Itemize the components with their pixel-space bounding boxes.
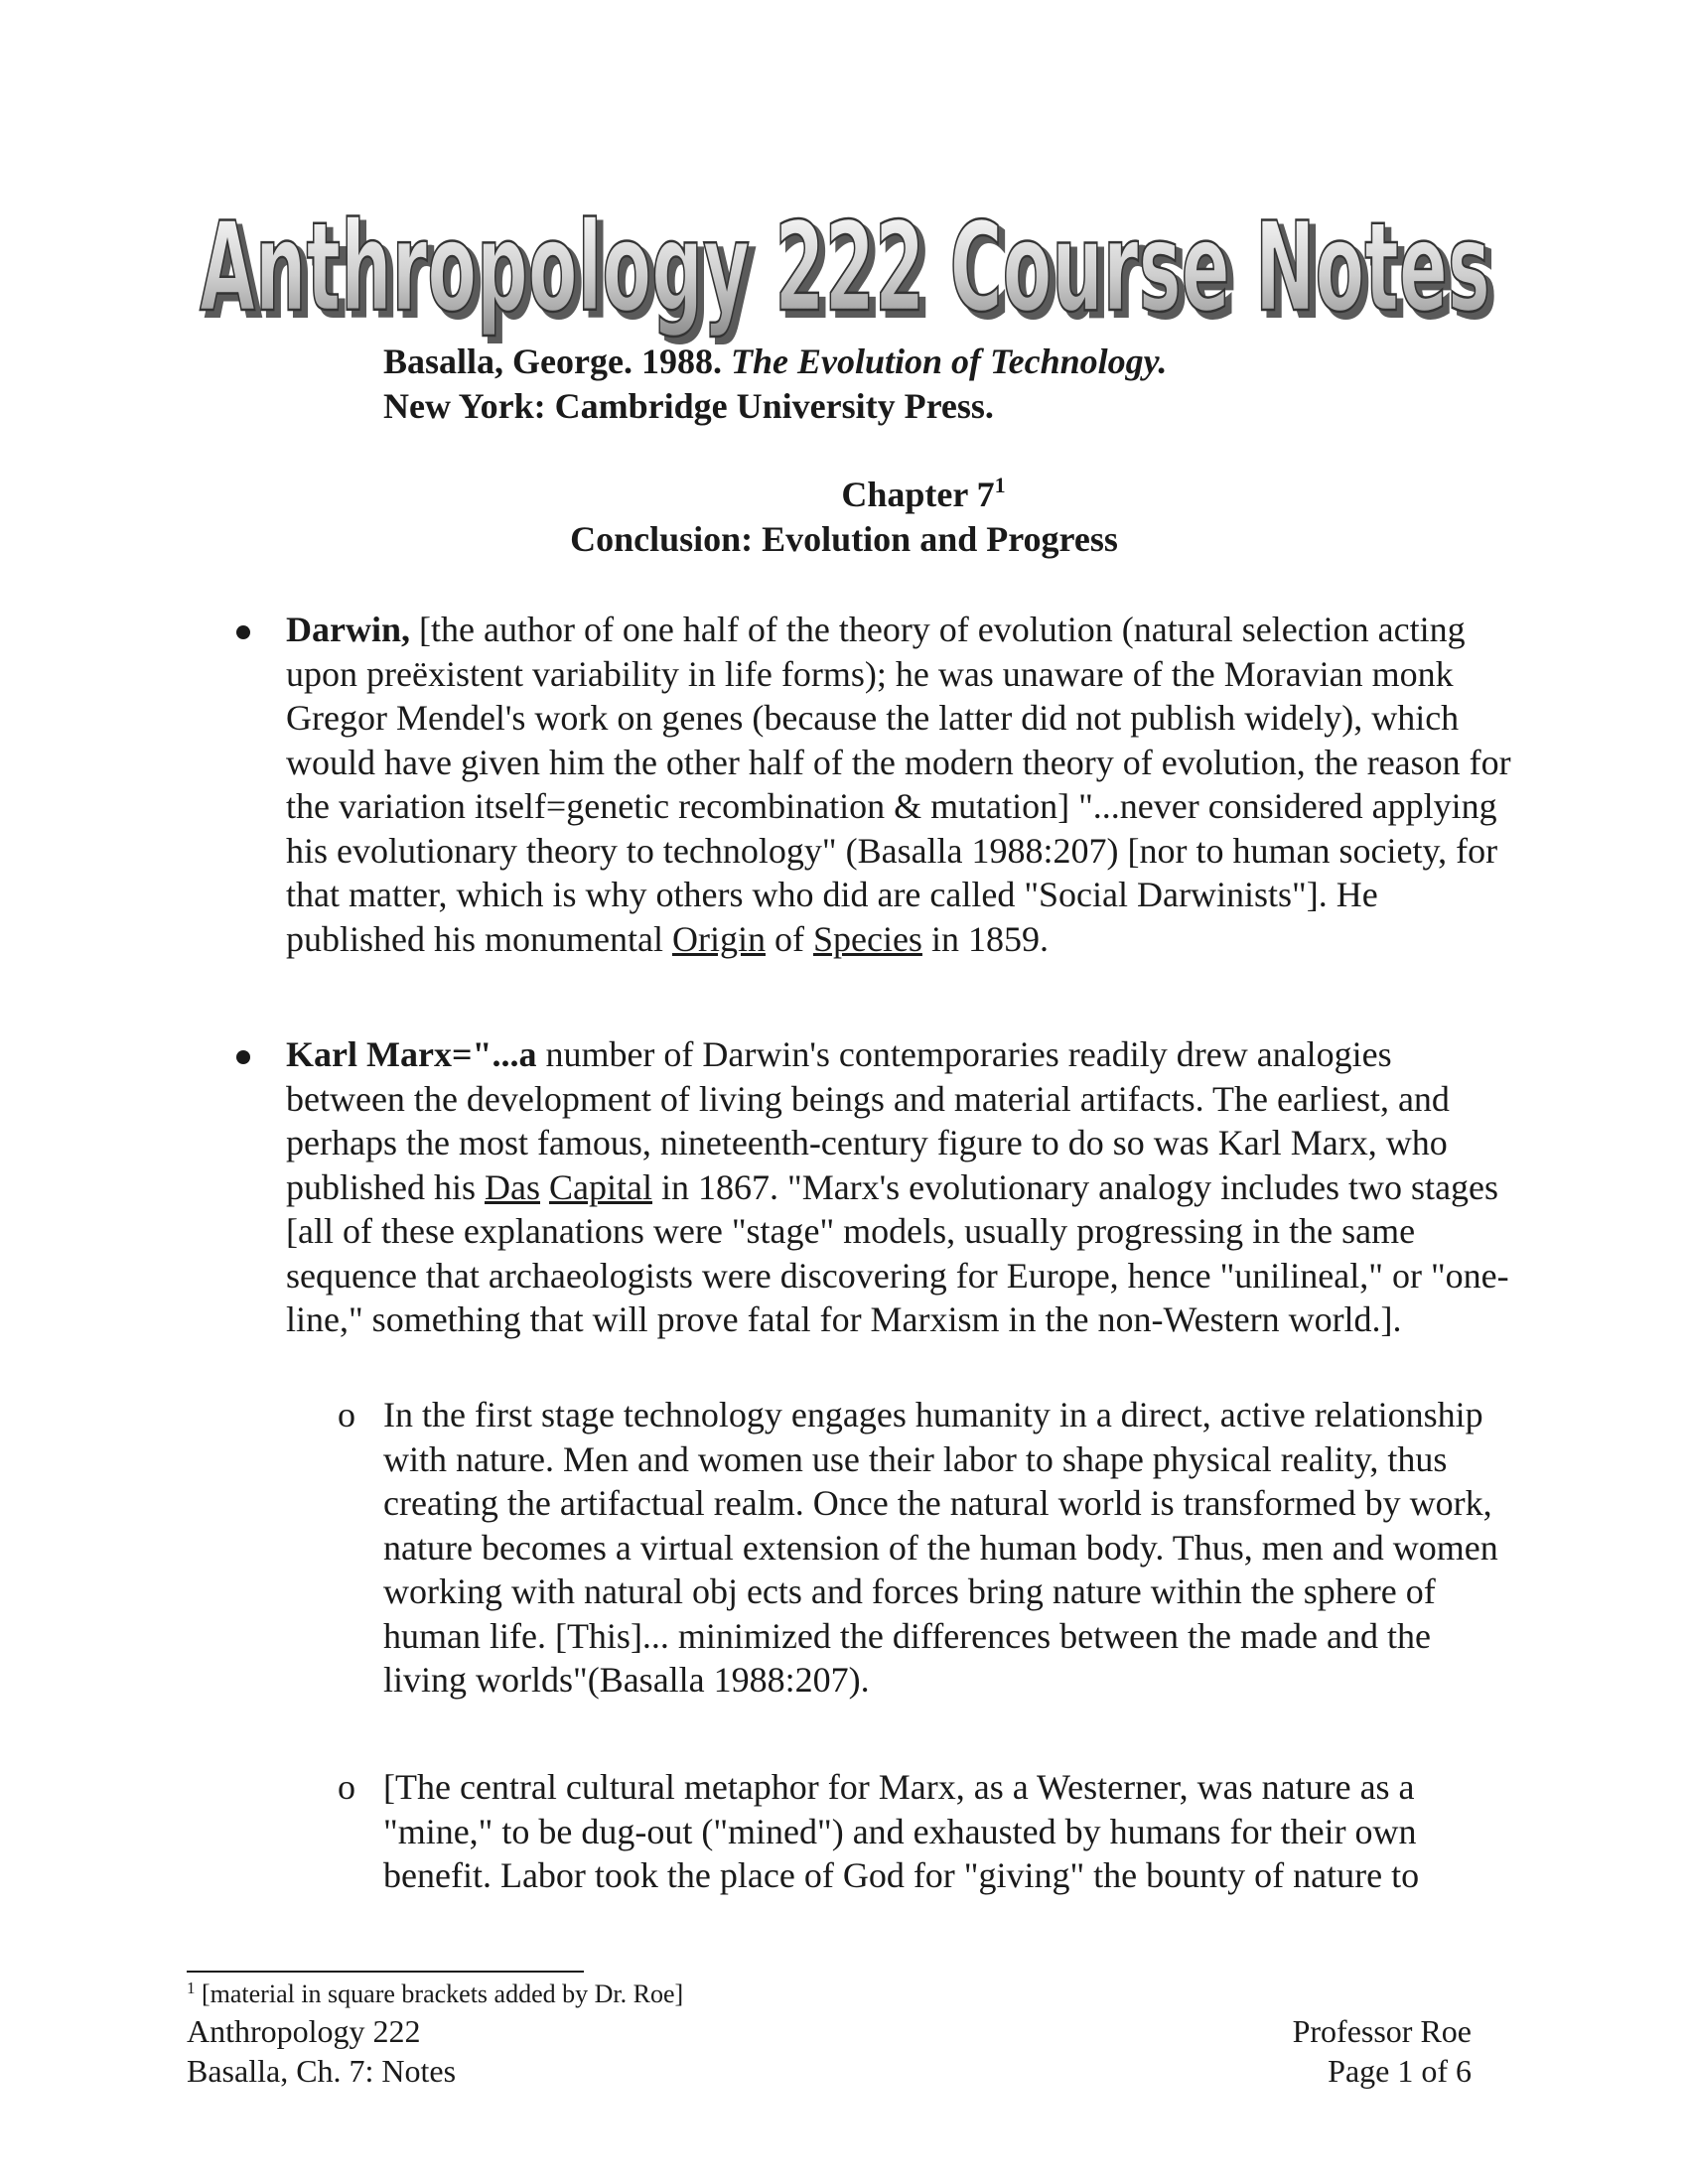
footer-left	[187, 2011, 456, 2091]
footnote	[187, 1979, 683, 2010]
bullet-darwin	[286, 608, 1517, 961]
footnote-divider	[187, 1971, 584, 1973]
page-number: Page 1 of 6	[1328, 2053, 1472, 2089]
bullet-text: number of Darwin's contemporaries readily drew analogies between the development of living beings and material artifacts. The earliest, and perhaps the most famous, nineteenth-century figure to do so was Karl Marx, who published his	[286, 1034, 1450, 1207]
bullet-text: of	[765, 918, 813, 959]
footnote-number: 1	[187, 1979, 196, 1997]
bullet-lead: Darwin,	[286, 610, 410, 649]
footnote-ref: 1	[994, 473, 1006, 497]
book-title-das: Das	[485, 1166, 541, 1207]
bullet-dot	[236, 1050, 250, 1064]
book-title-species: Species	[812, 918, 922, 959]
course-notes-banner	[194, 189, 1504, 347]
citation-author-year: Basalla, George. 1988.	[383, 341, 731, 381]
bullet-text: [the author of one half of the theory of evolution (natural selection acting upon preëxistent variability in life forms); he was unaware of the Moravian monk Gregor Mendel's work on genes (because the latter did not publish widely), which would have given him the other half of the modern theory of evolution, the reason for the variation itself=genetic recombination & mutation] "...never considered applying his evolutionary theory to technology" (Basalla 1988:207) [nor to human society, for that matter, which is why others who did are called "Social Darwinists"]. He published his monumental	[286, 610, 1511, 959]
bullet-marx	[286, 1032, 1517, 1342]
chapter-label: Chapter 7	[841, 475, 995, 514]
sub-point-text: [The central cultural metaphor for Marx, as a Westerner, was nature as a "mine," to be dug-out ("mined") and exhausted by humans for their own benefit. Labor took the place of God for "giving" the bounty of nature to	[383, 1767, 1420, 1895]
chapter-heading	[0, 473, 1688, 562]
citation-book-title: The Evolution of Technology.	[730, 341, 1168, 381]
chapter-subtitle: Conclusion: Evolution and Progress	[570, 519, 1118, 559]
sub-point-central-metaphor	[338, 1765, 1515, 1898]
sub-point-text: In the first stage technology engages humanity in a direct, active relationship with nature. Men and women use their labor to shape physical reality, thus creating the artifactual realm. Once the natural world is transformed by work, nature becomes a virtual extension of the human body. Thus, men and women working with natural obj ects and forces bring nature within the sphere of human life. [This]... minimized the differences between the made and the living worlds"(Basalla 1988:207).	[383, 1395, 1498, 1700]
bullet-text: in 1859.	[921, 918, 1049, 959]
footer-doc-title: Basalla, Ch. 7: Notes	[187, 2053, 457, 2089]
chapter-label-line	[0, 473, 1688, 517]
citation-publisher: New York: Cambridge University Press.	[383, 386, 994, 426]
bullet-lead: Karl Marx="...a	[286, 1034, 537, 1074]
sub-bullet-marker: o	[338, 1767, 355, 1807]
banner-shadow: Anthropology 222 Course Notes	[206, 203, 1496, 345]
sub-bullet-marker: o	[338, 1395, 355, 1434]
citation	[383, 340, 1476, 429]
footer-right	[1293, 2011, 1472, 2091]
footer-instructor: Professor Roe	[1292, 2013, 1472, 2049]
book-title-origin: Origin	[671, 918, 766, 959]
footer-course: Anthropology 222	[187, 2013, 421, 2049]
sub-point-first-stage	[338, 1393, 1515, 1703]
bullet-dot	[236, 625, 250, 639]
footnote-text: [material in square brackets added by Dr. Roe]	[195, 1979, 684, 2008]
bullet-text: in 1867. "Marx's evolutionary analogy includes two stages [all of these explanations were "stage" models, usually progressing in the same sequence that archaeologists were discovering for Europe, hence "unilineal," or "one-line," something that will prove fatal for Marxism in the non-Western world.].	[286, 1166, 1509, 1339]
book-title-capital: Capital	[549, 1166, 652, 1207]
citation-line-1	[383, 340, 1476, 384]
banner-title: Anthropology 222 Course Notes	[200, 197, 1490, 340]
